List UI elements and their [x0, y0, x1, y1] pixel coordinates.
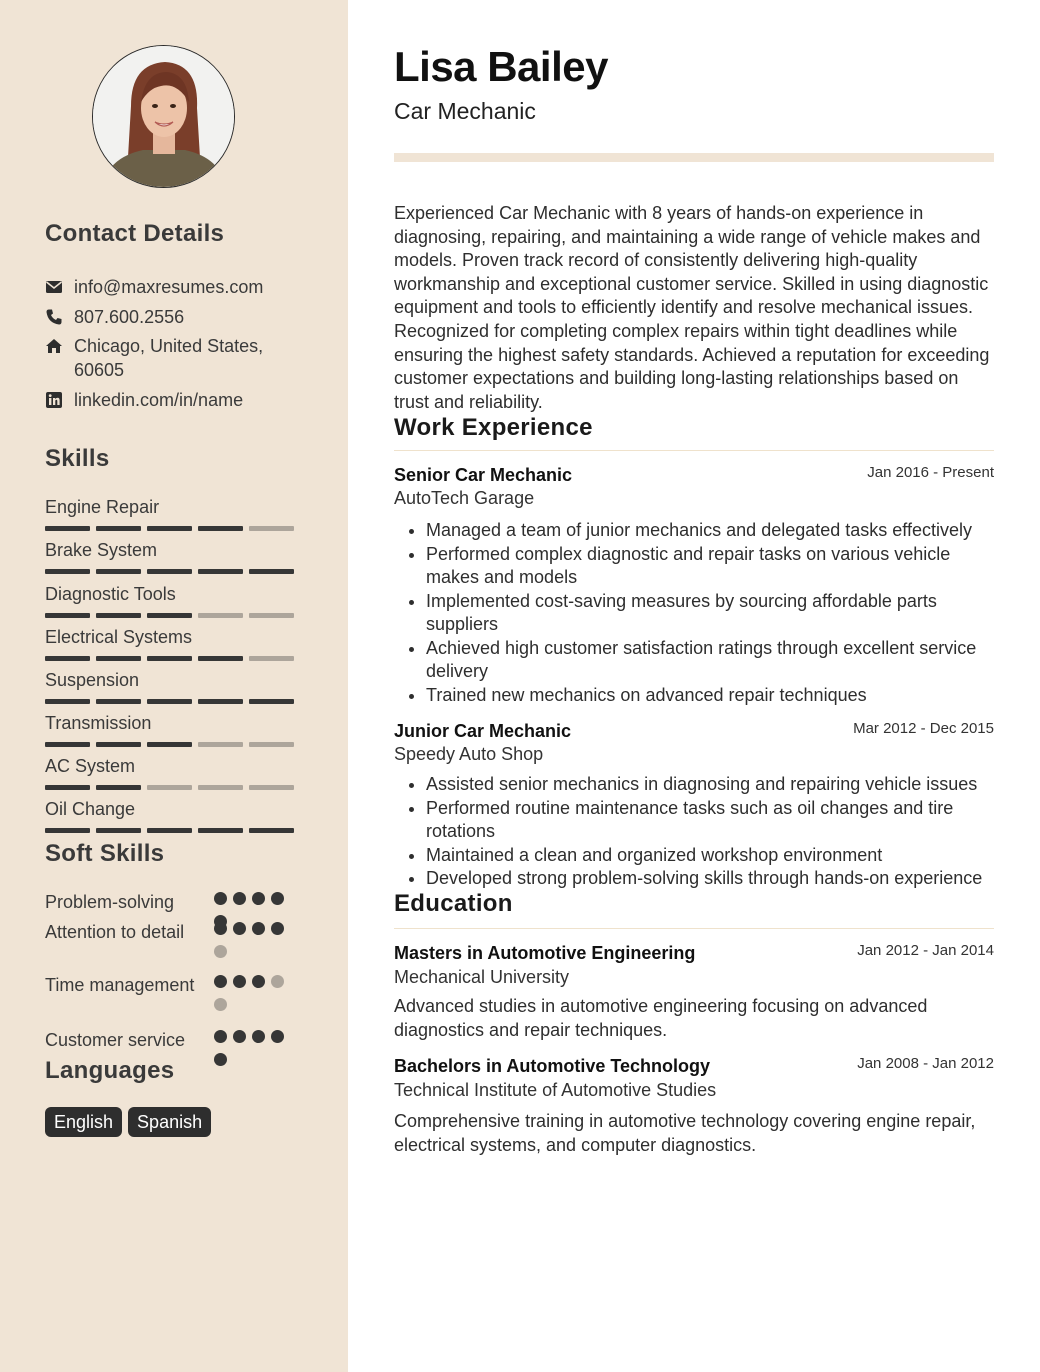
languages-list — [45, 1107, 211, 1137]
skill-level-segment — [96, 656, 141, 661]
edu-description: Advanced studies in automotive engineering focusing on advanced diagnostics and repair techniques. — [394, 996, 928, 1040]
work-divider — [394, 450, 994, 451]
rating-dot — [214, 922, 227, 935]
skill-level-bar — [45, 526, 305, 531]
skill-level-segment — [147, 569, 192, 574]
phone-icon — [45, 308, 63, 326]
skill-level-bar — [45, 569, 305, 574]
skill-level-segment — [45, 699, 90, 704]
job-company: AutoTech Garage — [394, 488, 535, 508]
job-bullet: • Implemented cost-saving measures by sourcing affordable parts suppliers — [426, 590, 994, 637]
skill-level-segment — [249, 569, 294, 574]
skill-label: Brake System — [45, 540, 158, 560]
job-title: Junior Car Mechanic — [394, 721, 572, 741]
rating-dot — [271, 892, 284, 905]
skill-item — [45, 755, 305, 790]
soft-skill-label: Problem-solving — [45, 892, 175, 912]
skill-level-bar — [45, 656, 305, 661]
skill-level-segment — [198, 785, 243, 790]
skill-level-segment — [198, 613, 243, 618]
edu-degree: Bachelors in Automotive Technology — [394, 1056, 711, 1076]
contact-heading: Contact Details — [45, 220, 225, 247]
rating-dot — [252, 892, 265, 905]
skill-level-segment — [45, 742, 90, 747]
skill-level-segment — [96, 828, 141, 833]
skill-item — [45, 496, 305, 531]
skill-level-segment — [249, 742, 294, 747]
job-title: Senior Car Mechanic — [394, 465, 573, 485]
candidate-name: Lisa Bailey — [394, 43, 608, 90]
contact-address-row — [45, 334, 305, 382]
skill-label: Transmission — [45, 713, 152, 733]
rating-dot — [214, 1030, 227, 1043]
edu-dates: Jan 2012 - Jan 2014 — [857, 942, 994, 959]
skill-level-bar — [45, 699, 305, 704]
rating-dot — [233, 922, 246, 935]
edu-school: Mechanical University — [394, 967, 570, 987]
skill-label: Engine Repair — [45, 497, 160, 517]
skill-level-segment — [96, 526, 141, 531]
skill-label: Oil Change — [45, 799, 136, 819]
rating-dot — [214, 998, 227, 1011]
job-company: Speedy Auto Shop — [394, 744, 544, 764]
edu-school: Technical Institute of Automotive Studies — [394, 1080, 717, 1100]
soft-skill-rating — [214, 922, 294, 968]
skill-level-segment — [96, 742, 141, 747]
skill-level-segment — [249, 656, 294, 661]
work-heading: Work Experience — [394, 414, 593, 441]
contact-phone[interactable]: 807.600.2556 — [74, 307, 185, 327]
skill-item — [45, 539, 305, 574]
profile-summary: Experienced Car Mechanic with 8 years of hands-on experience in diagnosing, repairing, and maintaining a wide range of vehicle makes and models. Proven track record of consistently delivering high-quality workmanship and exceptional customer service. Skilled in using diagnostic equipment and tools to efficiently identify and resolve mechanical issues. Recognized for completing complex repairs within tight deadlines while ensuring the highest safety standards. Achieved a reputation for exceeding customer expectations and building long-lasting relationships based on trust and reliability. — [394, 203, 990, 412]
skill-level-bar — [45, 828, 305, 833]
skill-level-segment — [147, 613, 192, 618]
skill-level-segment — [45, 526, 90, 531]
rating-dot — [233, 892, 246, 905]
skill-level-segment — [96, 613, 141, 618]
skill-level-segment — [249, 785, 294, 790]
skill-level-segment — [45, 569, 90, 574]
soft-skills-heading: Soft Skills — [45, 840, 165, 867]
skills-heading: Skills — [45, 445, 110, 472]
skill-level-segment — [45, 828, 90, 833]
skill-label: Electrical Systems — [45, 627, 193, 647]
skill-level-segment — [147, 785, 192, 790]
rating-dot — [214, 945, 227, 958]
sidebar — [0, 0, 348, 1372]
skill-label: Diagnostic Tools — [45, 584, 176, 604]
rating-dot — [271, 1030, 284, 1043]
profile-photo — [93, 46, 234, 187]
job-bullet: • Performed complex diagnostic and repair tasks on various vehicle makes and models — [426, 543, 994, 590]
header-accent-bar — [394, 153, 994, 162]
skill-level-segment — [249, 828, 294, 833]
skill-item — [45, 669, 305, 704]
job-bullet: • Managed a team of junior mechanics and delegated tasks effectively — [426, 519, 994, 543]
skill-label: AC System — [45, 756, 136, 776]
skill-level-segment — [198, 742, 243, 747]
soft-skill-label: Attention to detail — [45, 922, 185, 942]
skill-level-bar — [45, 785, 305, 790]
rating-dot — [214, 975, 227, 988]
skill-level-bar — [45, 613, 305, 618]
skill-level-segment — [249, 613, 294, 618]
rating-dot — [271, 975, 284, 988]
edu-description: Comprehensive training in automotive technology covering engine repair, electrical systems, and computer diagnostics. — [394, 1111, 976, 1155]
skill-item — [45, 712, 305, 747]
contact-email[interactable]: info@maxresumes.com — [74, 277, 264, 297]
contact-email-row — [45, 275, 305, 299]
job-bullets — [394, 519, 994, 707]
education-divider — [394, 928, 994, 929]
job-bullets — [394, 773, 994, 891]
skill-level-segment — [45, 656, 90, 661]
skill-level-segment — [198, 699, 243, 704]
skill-label: Suspension — [45, 670, 140, 690]
skill-level-bar — [45, 742, 305, 747]
job-bullet: • Assisted senior mechanics in diagnosing and repairing vehicle issues — [426, 773, 994, 797]
skill-level-segment — [45, 785, 90, 790]
soft-skill-rating — [214, 975, 294, 1021]
job-bullet: • Maintained a clean and organized workshop environment — [426, 844, 994, 868]
education-heading: Education — [394, 890, 513, 917]
skill-level-segment — [147, 699, 192, 704]
skill-item — [45, 798, 305, 833]
rating-dot — [271, 922, 284, 935]
rating-dot — [233, 975, 246, 988]
contact-linkedin[interactable]: linkedin.com/in/name — [74, 390, 244, 410]
envelope-icon — [45, 278, 63, 296]
job-bullet: • Trained new mechanics on advanced repair techniques — [426, 684, 994, 708]
rating-dot — [252, 922, 265, 935]
language-pill: English — [45, 1107, 122, 1137]
rating-dot — [252, 975, 265, 988]
skill-item — [45, 583, 305, 618]
contact-address: Chicago, United States, 60605 — [74, 336, 264, 380]
rating-dot — [252, 1030, 265, 1043]
skill-level-segment — [198, 526, 243, 531]
skill-level-segment — [96, 785, 141, 790]
skill-level-segment — [249, 699, 294, 704]
soft-skill-label: Time management — [45, 975, 195, 995]
job-bullet: • Achieved high customer satisfaction ratings through excellent service delivery — [426, 637, 994, 684]
job-bullet: • Performed routine maintenance tasks such as oil changes and tire rotations — [426, 797, 994, 844]
skill-level-segment — [198, 656, 243, 661]
contact-phone-row — [45, 305, 305, 329]
home-icon — [45, 337, 63, 355]
skill-level-segment — [147, 656, 192, 661]
rating-dot — [214, 1053, 227, 1066]
linkedin-icon — [45, 391, 63, 409]
job-dates: Jan 2016 - Present — [867, 464, 994, 481]
avatar — [92, 45, 235, 188]
job-dates: Mar 2012 - Dec 2015 — [853, 720, 994, 737]
skill-level-segment — [96, 699, 141, 704]
contact-linkedin-row — [45, 388, 305, 412]
skill-level-segment — [147, 828, 192, 833]
soft-skill-rating — [214, 1030, 294, 1076]
candidate-title: Car Mechanic — [394, 98, 536, 124]
skill-level-segment — [198, 569, 243, 574]
edu-degree: Masters in Automotive Engineering — [394, 943, 696, 963]
language-pill: Spanish — [128, 1107, 211, 1137]
job-bullet: • Developed strong problem-solving skills through hands-on experience — [426, 867, 994, 891]
soft-skill-label: Customer service — [45, 1030, 186, 1050]
skill-item — [45, 626, 305, 661]
edu-dates: Jan 2008 - Jan 2012 — [857, 1055, 994, 1072]
skill-level-segment — [147, 742, 192, 747]
rating-dot — [233, 1030, 246, 1043]
skill-level-segment — [249, 526, 294, 531]
skill-level-segment — [45, 613, 90, 618]
skill-level-segment — [198, 828, 243, 833]
languages-heading: Languages — [45, 1057, 175, 1084]
skill-level-segment — [147, 526, 192, 531]
rating-dot — [214, 892, 227, 905]
skill-level-segment — [96, 569, 141, 574]
